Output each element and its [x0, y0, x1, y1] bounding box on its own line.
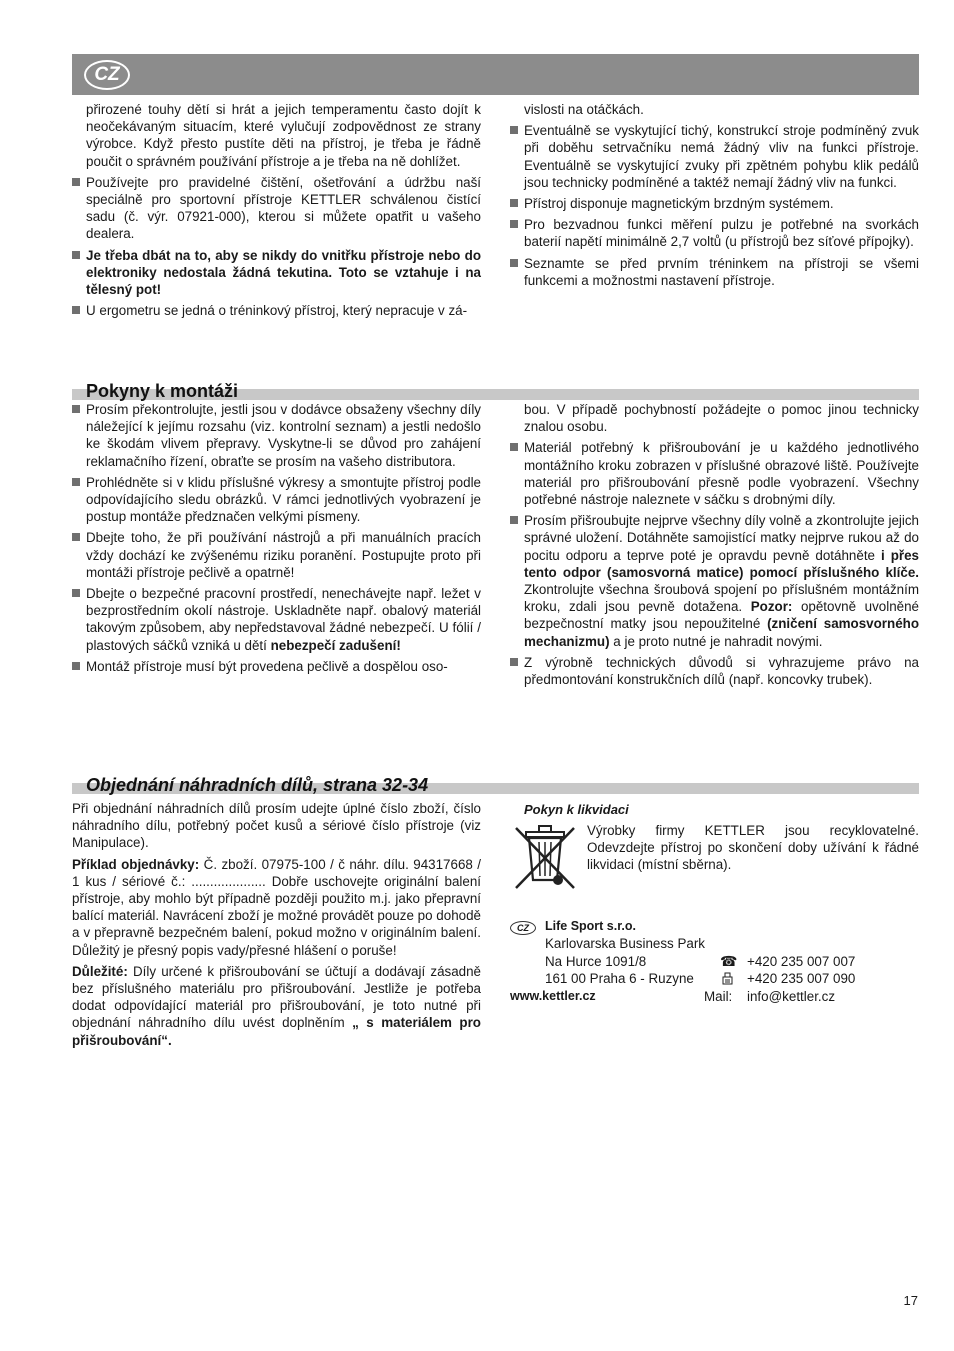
website-link[interactable]: www.kettler.cz [510, 988, 596, 1003]
intro-bullet: Pro bezvadnou funkci měření pulzu je potřebné na svorkách baterií napětí minimálně 2,7 voltů (u přístrojů bez síťové přípojky). [510, 216, 919, 250]
assembly-bullet: Prosím překontrolujte, jestli jsou v dodávce obsaženy všechny díly náležející k jejímu rozsahu (viz. kontrolní seznam) a jestli nedošlo ke škodám vlivem přepravy. Vyskytne-li se důvod pro zahájení reklamačního řízení, obraťte se prosím na vašeho distributora. [72, 401, 481, 470]
intro-paragraph: vislosti na otáčkách. [524, 102, 644, 117]
parts-paragraph [72, 856, 481, 959]
bold-label: Důležité: [72, 963, 128, 979]
fax-number: +420 235 007 090 [747, 971, 856, 987]
assembly-bullet: Prohlédněte si v klidu příslušné výkresy a smontujte přístroj podle odpovídajícího sledu obrázků. V rámci jednotlivých vyobrazení je postup montáže předznačen velkými písmeny. [72, 474, 481, 526]
contact-company-row [510, 918, 919, 935]
spare-parts-column [72, 800, 481, 1053]
bold-span: i přes tento odpor (samosvorná matice) pomocí příslušného klíče. [524, 547, 919, 580]
intro-bullet: Eventuálně se vyskytující tichý, konstrukcí stroje podmíněný zvuk při doběhu setrvačníku nemá žádný vliv na funkci přístroje. Eventuálně se vyskytující zvuky při zpětném pohybu klik pedálů jsou technicky podmíněné a taktéž nemají žádný vliv na funkci. [510, 122, 919, 191]
section-title: Objednání náhradních dílů, strana 32-34 [86, 775, 429, 795]
address-phone-row [510, 953, 919, 970]
parts-paragraph [72, 963, 481, 1049]
text-span: opětovně uvolněné bezpečnostní matky jsou nepoužitelné [524, 599, 919, 632]
intro-bullet: Přístroj disponuje magnetickým brzdným systémem. [510, 195, 919, 212]
country-badge: CZ [510, 921, 536, 935]
intro-bullet: U ergometru se jedná o tréninkový přístroj, který nepracuje v zá- [72, 302, 481, 319]
address-fax-row [510, 970, 919, 987]
assembly-bullet [510, 512, 919, 650]
phone-icon: ☎ [720, 952, 738, 969]
mail-label: Mail: [704, 988, 733, 1004]
assembly-left-column [72, 401, 481, 679]
text-span: Č. zboží. 07975-100 / č náhr. dílu. 94317668 / 1 kus / sériové č.: .................... Dobře uschovejte originální balení přístroje, aby mohlo být případně později použito m.j. jako přepravní balící materiál. Navrácení zboží je možné provádět pouze po dohodě a v přepravně bezpečném balení, pokud možno v originálním balení. Důležitý je přesný popis vady/přesné hlášení o poruše! [72, 856, 481, 958]
bold-span: (zničení samosvorného mechanizmu) [524, 616, 919, 649]
spare-parts-section-header [72, 766, 919, 794]
web-mail-row [510, 988, 919, 1005]
intro-bullet: Seznamte se před prvním tréninkem na přístroji se všemi funkcemi a možnostmi nastavení přístroje. [510, 255, 919, 289]
suffocation-warning: nebezpečí zadušení! [270, 637, 401, 653]
assembly-right-column [510, 401, 919, 692]
disposal-text: Výrobky firmy KETTLER jsou recyklovatelné. Odevzdejte přístroj po skončení doby užívání k řádné likvidaci (místní sběrna). [587, 823, 919, 873]
page-number: 17 [903, 1293, 918, 1308]
bold-span: „ s materiálem pro přišroubování“. [72, 1015, 481, 1048]
assembly-paragraph: bou. V případě pochybností požádejte o pomoc jinou technicky znalou osobu. [524, 402, 919, 435]
disposal-title: Pokyn k likvidaci [524, 802, 629, 817]
assembly-section-header [72, 372, 919, 400]
intro-bullet-bold [72, 247, 481, 299]
crossed-out-bin-icon [512, 822, 578, 892]
parts-paragraph: Při objednání náhradních dílů prosím udejte úplné číslo zboží, číslo náhradního dílu, potřebný počet kusů a sériové číslo přístroje (viz Manipulace). [72, 801, 481, 851]
email-link[interactable]: info@kettler.cz [747, 988, 836, 1004]
text-span: Díly určené k přišroubování se účtují a dodávají zásadně bez příslušného materiálu pro přišroubování. Jestliže je potřeba dodat odpovídající materiál pro přišroubování, je toto nutné při objednání náhradního dílu uvést doplněním [72, 963, 481, 1031]
text-span: Prosím přišroubujte nejprve všechny díly volně a zkontrolujte jejich správné uložení. Dotáhněte samojistící matky nejprve rukou až do pocitu odporu a teprve poté je opravdu pevně dotáhněte [524, 513, 919, 563]
intro-left-column [72, 101, 481, 323]
bold-span: Pozor: [750, 599, 793, 615]
section-title: Pokyny k montáži [86, 381, 239, 401]
assembly-bullet: Dbejte toho, že při používání nástrojů a při manuálních pracích vždy dochází ke zvýšenému riziku poranění. Postupujte proto při montáži přístroje pečlivě a opatrně! [72, 529, 481, 581]
address-line: 161 00 Praha 6 - Ruzyne [545, 971, 694, 987]
intro-right-column [510, 101, 919, 293]
text-span: a je proto nutné je nahradit novými. [609, 633, 823, 649]
assembly-bullet: Materiál potřebný k přišroubování je u každého jednotlivého montážního kroku zobrazen v příslušné obrazové liště. Používejte materiál pro přišroubování přesně podle vyobrazení. Všechny potřebné nástroje naleznete v sáčku s drobnými díly. [510, 439, 919, 508]
contact-block [510, 918, 919, 1005]
address-line: Na Hurce 1091/8 [545, 953, 647, 969]
phone-number: +420 235 007 007 [747, 953, 856, 969]
warning-text: Je třeba dbát na to, aby se nikdy do vnitřku přístroje nebo do elektroniky nedostala žádná tekutina. Toto se vztahuje i na tělesný pot! [86, 247, 481, 298]
language-header-bar [72, 54, 919, 95]
company-name: Life Sport s.r.o. [545, 919, 636, 933]
intro-paragraph: přirozené touhy dětí si hrát a jejich temperamentu často dojít k neočekávaným situacím, které vylučují zodpovědnost ze strany výrobce. Když přesto pustíte děti na přístroj, je třeba je řádně poučit o správném používání přístroje a je třeba na ně dohlížet. [86, 102, 481, 169]
text-span: Zkontrolujte všechna šroubová spojení po příslušném montážním kroku, zdali jsou pevně dotažena. [524, 582, 919, 615]
fax-icon [722, 972, 733, 984]
language-badge: CZ [84, 60, 130, 90]
intro-bullet: Používejte pro pravidelné čištění, ošetřování a údržbu naší speciálně pro sportovní přístroje KETTLER schválenou čistící sadu (č. výr. 07921-000), kterou si můžete opatřit u vašeho dealera. [72, 174, 481, 243]
assembly-bullet: Z výrobně technických důvodů si vyhrazujeme právo na předmontování konstrukčních dílů (např. koncovky trubek). [510, 654, 919, 688]
assembly-bullet: Montáž přístroje musí být provedena pečlivě a dospělou oso- [72, 658, 481, 675]
bold-label: Příklad objednávky: [72, 856, 200, 872]
assembly-bullet [72, 585, 481, 654]
text-span: Dbejte o bezpečné pracovní prostředí, nenechávejte např. ležet v bezprostředním okolí nástroje. Uskladněte např. obalový materiál takovým způsobem, aby nepředstavoval žádné nebezpečí. U fólií / plastových sáčků vzniká u dětí [86, 586, 481, 653]
address-line: Karlovarska Business Park [545, 936, 706, 952]
